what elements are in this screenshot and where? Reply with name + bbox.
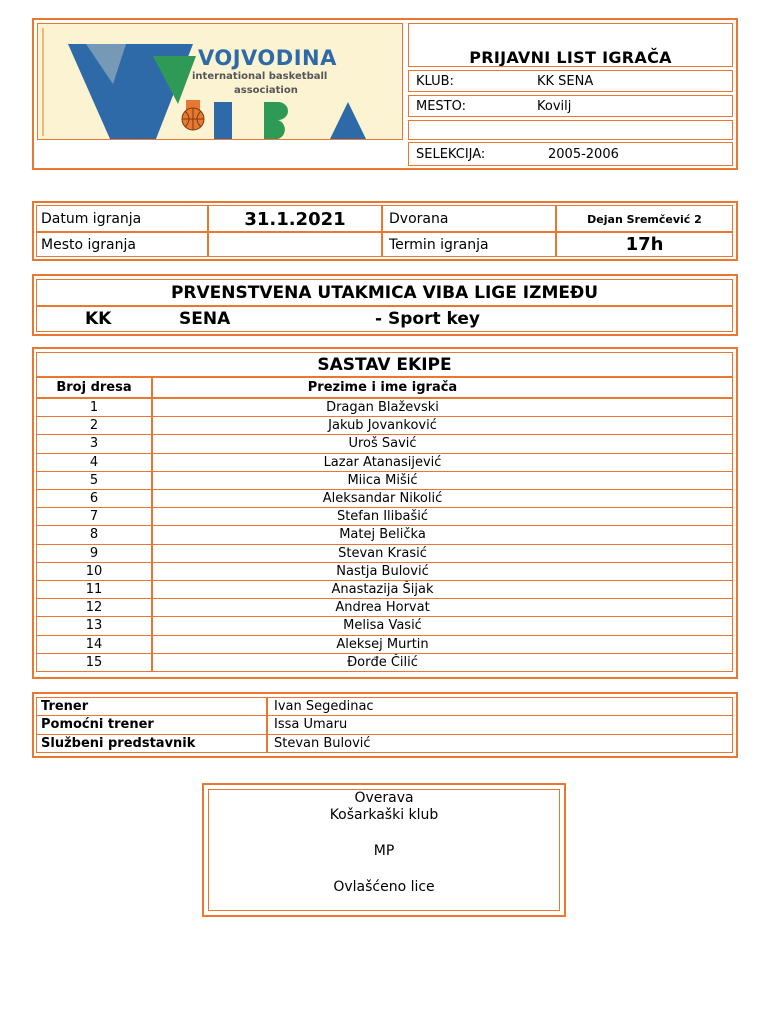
player-name: Andrea Horvat [335, 600, 430, 615]
player-name: Đorđe Čilić [347, 655, 418, 670]
roster-name-cell [152, 544, 733, 563]
hall-value: Dejan Sremčević 2 [587, 213, 702, 226]
hall-value-cell [556, 205, 733, 232]
roster-number-cell [36, 616, 152, 636]
player-number: 11 [85, 582, 103, 597]
player-name: Anastazija Šijak [331, 582, 434, 597]
player-number: 15 [85, 655, 103, 670]
player-name: Uroš Savić [348, 436, 417, 451]
col-name-label: Prezime i ime igrača [307, 380, 458, 395]
roster-name-cell [152, 653, 733, 672]
roster-number-cell [36, 434, 152, 454]
venue-value-cell [208, 232, 382, 257]
hall-label-cell [382, 205, 556, 232]
player-number: 4 [89, 455, 99, 470]
cert-line-4: Ovlašćeno lice [333, 879, 435, 895]
roster-name-cell [152, 471, 733, 490]
date-value-cell [208, 205, 382, 232]
player-number: 1 [89, 400, 99, 415]
roster-name-cell [152, 525, 733, 545]
venue-label: Mesto igranja [41, 237, 136, 253]
player-name: Aleksej Murtin [336, 637, 429, 652]
player-number: 5 [89, 473, 99, 488]
roster-name-cell [152, 598, 733, 617]
form-title: PRIJAVNI LIST IGRAČA [469, 48, 672, 67]
player-name: Stefan Ilibašić [336, 509, 429, 524]
logo-title: VOJVODINA [198, 46, 337, 70]
staff-role-cell [36, 734, 267, 753]
roster-number-cell [36, 489, 152, 508]
player-number: 3 [89, 436, 99, 451]
place-label: MESTO: [416, 99, 467, 114]
player-name: Jakub Jovanković [328, 418, 437, 433]
roster-title: SASTAV EKIPE [317, 355, 452, 375]
venue-label-cell [36, 232, 208, 257]
roster-number-cell [36, 453, 152, 472]
cert-line-3: MP [373, 843, 395, 859]
roster-name-cell [152, 616, 733, 636]
player-name: Lazar Atanasijević [323, 455, 442, 470]
date-label-cell [36, 205, 208, 232]
staff-name: Issa Umaru [274, 717, 348, 732]
roster-number-cell [36, 580, 152, 599]
place-row [408, 95, 733, 117]
team-a-prefix: KK [85, 309, 112, 329]
player-name: Dragan Blaževski [326, 400, 439, 415]
certification-box [202, 783, 566, 917]
player-number: 10 [85, 564, 103, 579]
player-number: 12 [85, 600, 103, 615]
team-a-name: SENA [179, 309, 231, 329]
selection-row [408, 142, 733, 166]
selection-value: 2005-2006 [548, 147, 619, 162]
roster-number-cell [36, 562, 152, 581]
staff-name-cell [267, 734, 733, 753]
roster-number-cell [36, 653, 152, 672]
club-value: KK SENA [537, 74, 594, 89]
staff-name-cell [267, 697, 733, 716]
club-row [408, 70, 733, 92]
roster-name-cell [152, 416, 733, 435]
player-name: Aleksandar Nikolić [322, 491, 443, 506]
staff-role-cell [36, 697, 267, 716]
match-title-row1 [36, 279, 733, 306]
hall-label: Dvorana [389, 211, 449, 227]
staff-role: Pomoćni trener [41, 717, 154, 732]
roster-number-cell [36, 507, 152, 526]
staff-name: Stevan Bulović [274, 736, 371, 751]
roster-name-cell [152, 398, 733, 417]
form-title-cell [408, 23, 733, 67]
cert-line-2: Košarkaški klub [329, 807, 439, 823]
player-number: 13 [85, 618, 103, 633]
player-number: 14 [85, 637, 103, 652]
roster-name-cell [152, 580, 733, 599]
date-value: 31.1.2021 [244, 209, 346, 230]
player-name: Miica Mišić [347, 473, 418, 488]
time-value-cell [556, 232, 733, 257]
roster-number-cell [36, 398, 152, 417]
team-b-name: - Sport key [375, 309, 480, 329]
staff-name-cell [267, 715, 733, 735]
time-label: Termin igranja [389, 237, 489, 253]
player-number: 2 [89, 418, 99, 433]
col-number-label: Broj dresa [56, 380, 132, 395]
roster-number-cell [36, 525, 152, 545]
empty-header-row [408, 120, 733, 140]
roster-name-cell [152, 635, 733, 654]
player-name: Melisa Vasić [343, 618, 422, 633]
selection-label: SELEKCIJA: [416, 147, 486, 162]
roster-name-cell [152, 507, 733, 526]
player-number: 9 [89, 546, 99, 561]
staff-role: Službeni predstavnik [41, 736, 196, 751]
roster-col-name-header [152, 377, 733, 398]
place-value: Kovilj [537, 99, 572, 114]
time-label-cell [382, 232, 556, 257]
roster-name-cell [152, 562, 733, 581]
roster-title-cell [36, 352, 733, 377]
roster-number-cell [36, 544, 152, 563]
player-name: Matej Belička [339, 527, 426, 542]
staff-role-cell [36, 715, 267, 735]
roster-name-cell [152, 489, 733, 508]
staff-role: Trener [41, 699, 89, 714]
roster-col-number-header [36, 377, 152, 398]
staff-name: Ivan Segedinac [274, 699, 374, 714]
player-number: 6 [89, 491, 99, 506]
logo-subtitle-1: international basketball [192, 71, 328, 82]
club-label: KLUB: [416, 74, 454, 89]
cert-line-1: Overava [354, 790, 414, 806]
player-number: 7 [89, 509, 99, 524]
player-name: Stevan Krasić [338, 546, 427, 561]
player-number: 8 [89, 527, 99, 542]
roster-number-cell [36, 635, 152, 654]
date-label: Datum igranja [41, 211, 142, 227]
time-value: 17h [625, 234, 664, 255]
roster-number-cell [36, 471, 152, 490]
roster-name-cell [152, 434, 733, 454]
match-title: PRVENSTVENA UTAKMICA VIBA LIGE IZMEĐU [170, 283, 599, 303]
match-title-row2 [36, 306, 733, 332]
logo-subtitle-2: association [234, 85, 298, 96]
roster-number-cell [36, 598, 152, 617]
roster-name-cell [152, 453, 733, 472]
player-name: Nastja Bulović [336, 564, 429, 579]
roster-number-cell [36, 416, 152, 435]
logo-frame [37, 23, 403, 140]
